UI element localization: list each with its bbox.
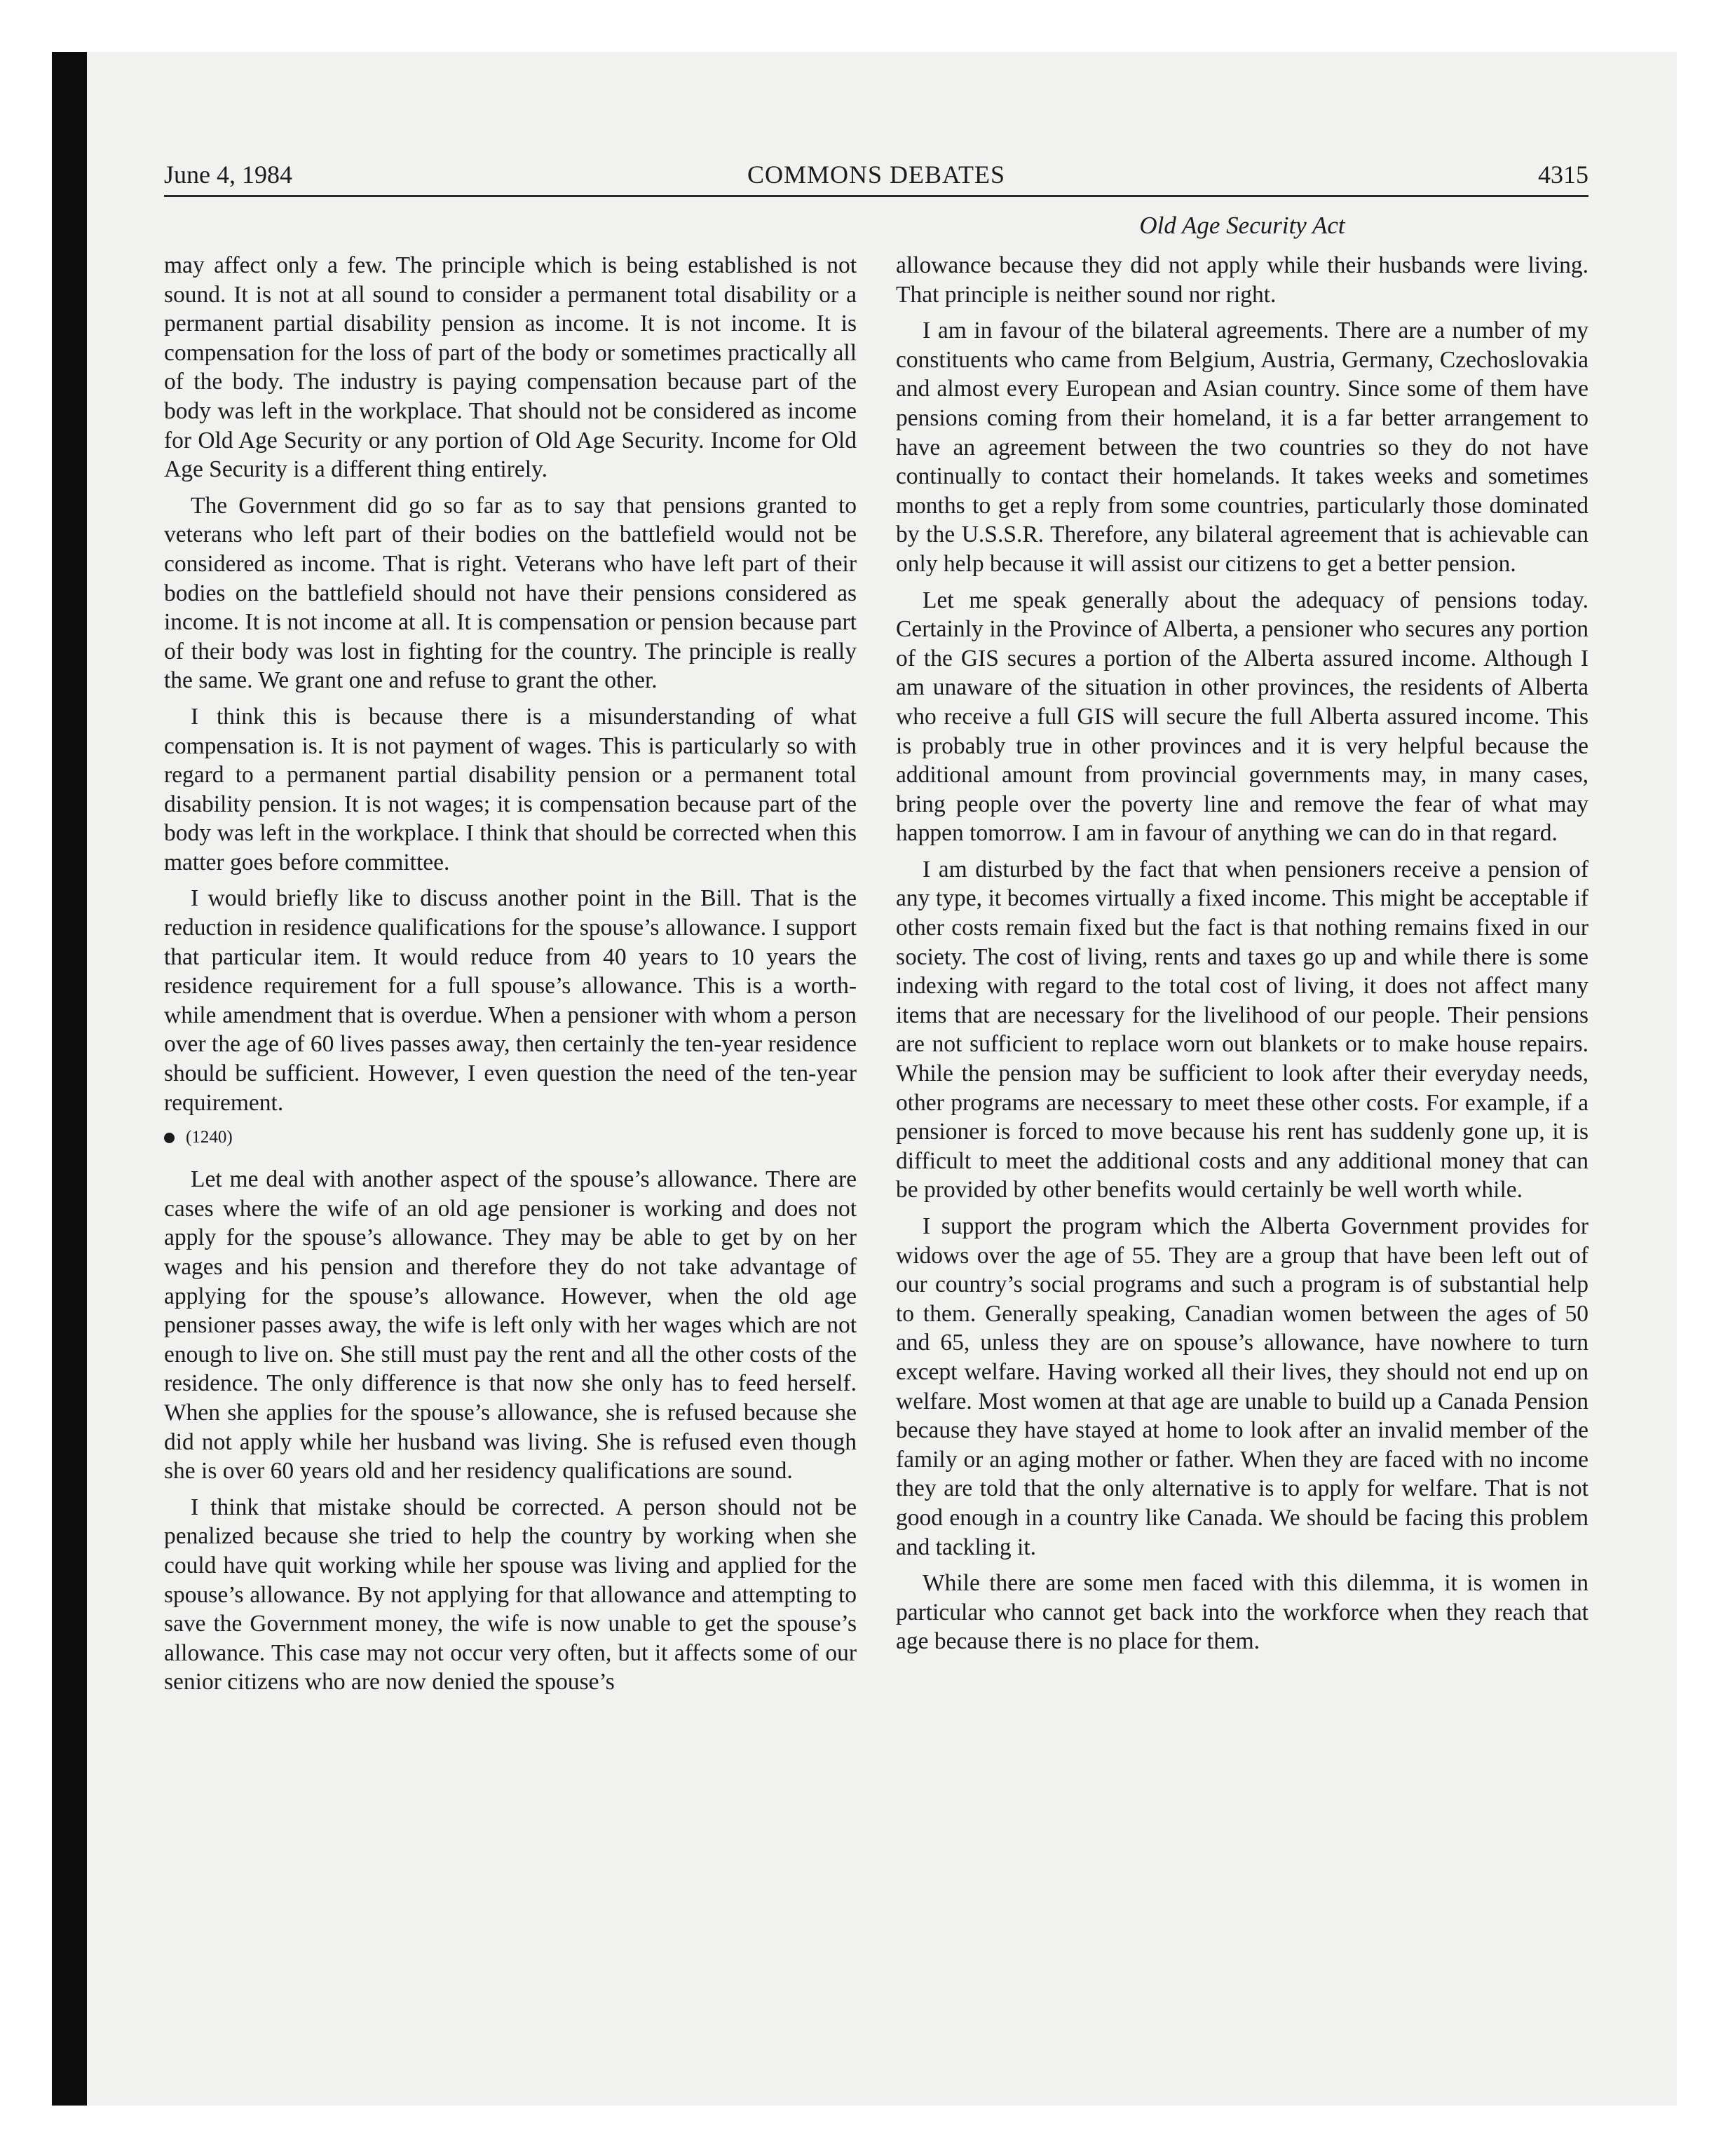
left-column <box>164 251 857 1704</box>
header-title: COMMONS DEBATES <box>747 161 1006 189</box>
paragraph: allowance because they did not apply while their husbands were living. That principle is neither sound nor right. <box>896 252 1588 308</box>
paragraph: I think that mistake should be corrected. A person should not be penalized because she tried to help the country by working when she could have quit working while her spouse was living and applied for the spouse’s allowance. By not applying for that allowance and attempting to save the Government money, the wife is now unable to get the spouse’s allowance. This case may not occur very often, but it affects some of our senior citizens who are now denied the spouse’s <box>164 1494 857 1696</box>
paragraph: Let me deal with another aspect of the spouse’s allowance. There are cases where the wife of an old age pensioner is working and does not apply for the spouse’s allowance. They may be able to get by on her wages and his pension and therefore they do not take advantage of applying for the spouse’s allowance. However, when the old age pensioner passes away, the wife is left only with her wages which are not enough to live on. She still must pay the rent and all the other costs of the residence. The only difference is that now she only has to feed herself. When she applies for the spouse’s allowance, she is refused because she did not apply while her husband was living. She is refused even though she is over 60 years old and her residency qualifications are sound. <box>164 1166 857 1485</box>
paragraph: While there are some men faced with this dilemma, it is women in particular who cannot get back into the workforce when they reach that age because there is no place for them. <box>896 1570 1588 1655</box>
bullet-icon <box>164 1133 175 1143</box>
scan-edge <box>52 52 87 2106</box>
paragraph: I think this is because there is a misunderstanding of what compensation is. It is not payment of wages. This is particularly so with regard to a permanent partial disability pension or a permanent total disability pension. It is not wages; it is compensation because part of the body was left in the workplace. I think that should be corrected when this matter goes before committee. <box>164 703 857 875</box>
paragraph: I am disturbed by the fact that when pensioners receive a pension of any type, it becomes virtually a fixed income. This might be acceptable if other costs remain fixed but the fact is that nothing remains fixed in our society. The cost of living, rents and taxes go up and while there is some indexing with regard to the total cost of living, it does not affect many items that are necessary for the livelihood of our people. Their pensions are not sufficient to replace worn out blankets or to make house repairs. While the pension may be sufficient to look after their everyday needs, other programs are necessary to meet these other costs. For example, if a pensioner is forced to move because his rent has suddenly gone up, it is difficult to meet the additional costs and any additional money that can be provided by other benefits would certainly be well worth while. <box>896 856 1588 1203</box>
time-marker-text: (1240) <box>186 1128 233 1147</box>
paragraph: Let me speak generally about the adequacy of pensions today. Certainly in the Province of Alberta, a pensioner who secures any portion of the GIS secures a portion of the Alberta assured income. Although I am unaware of the situation in other provinces, the residents of Alberta who receive a full GIS will secure the full Alberta assured income. This is probably true in other provinces and it is very helpful because the additional amount from provincial governments may, in many cases, bring people over the poverty line and remove the fear of what may happen tomorrow. I am in favour of anything we can do in that regard. <box>896 587 1588 847</box>
right-column <box>896 251 1588 1663</box>
paragraph: I support the program which the Alberta Government provides for widows over the age of 55. They are a group that have been left out of our country’s social programs and such a program is of substantial help to them. Generally speaking, Canadian women between the ages of 50 and 65, unless they are on spouse’s allowance, have nowhere to turn except welfare. Having worked all their lives, they should not end up on welfare. Most women at that age are unable to build up a Canada Pension because they have stayed at home to look after an invalid member of the family or an aging mother or father. When they are faced with no income they are told that the only alternative is to apply for welfare. That is not good enough in a country like Canada. We should be facing this problem and tackling it. <box>896 1213 1588 1560</box>
page-header <box>164 160 1588 195</box>
paragraph: The Government did go so far as to say that pensions granted to veterans who left part of their bodies on the battlefield would not be considered as income. That is right. Veterans who have left part of their bodies on the battlefield should not have their pensions considered as income. It is not income at all. It is compensation or pension because part of their body was lost in fighting for the country. The principle is really the same. We grant one and refuse to grant the other. <box>164 492 857 694</box>
running-head: Old Age Security Act <box>1139 212 1345 239</box>
paragraph: may affect only a few. The principle which is being established is not sound. It is not at all sound to consider a permanent total disability or a permanent partial disability pension as income. It is not income. It is compensation for the loss of part of the body or sometimes practically all of the body. The industry is paying compensation because part of the body was left in the workplace. That should not be considered as income for Old Age Security or any portion of Old Age Security. Income for Old Age Security is a different thing entirely. <box>164 252 857 483</box>
time-marker <box>164 1127 857 1148</box>
header-rule <box>164 195 1588 197</box>
paragraph: I am in favour of the bilateral agreements. There are a number of my constituents who came from Belgium, Austria, Germany, Czechoslovakia and almost every European and Asian country. Since some of them have pensions coming from their homeland, it is a far better arrangement to have an agreement between the two countries so they do not have continually to contact their homelands. It takes weeks and sometimes months to get a reply from some countries, particularly those dominated by the U.S.S.R. Therefore, any bilateral agreement that is achievable can only help because it will assist our citizens to get a better pension. <box>896 318 1588 577</box>
header-date: June 4, 1984 <box>164 161 292 189</box>
header-page-number: 4315 <box>1538 161 1588 189</box>
paragraph: I would briefly like to discuss another point in the Bill. That is the reduction in residence qualifications for the spouse’s allowance. I support that particular item. It would reduce from 40 years to 10 years the residence requirement for a full spouse’s allowance. This is a worth-while amendment that is overdue. When a pensioner with whom a person over the age of 60 lives passes away, then certainly the ten-year residence should be sufficient. However, I even question the need of the ten-year requirement. <box>164 885 857 1116</box>
